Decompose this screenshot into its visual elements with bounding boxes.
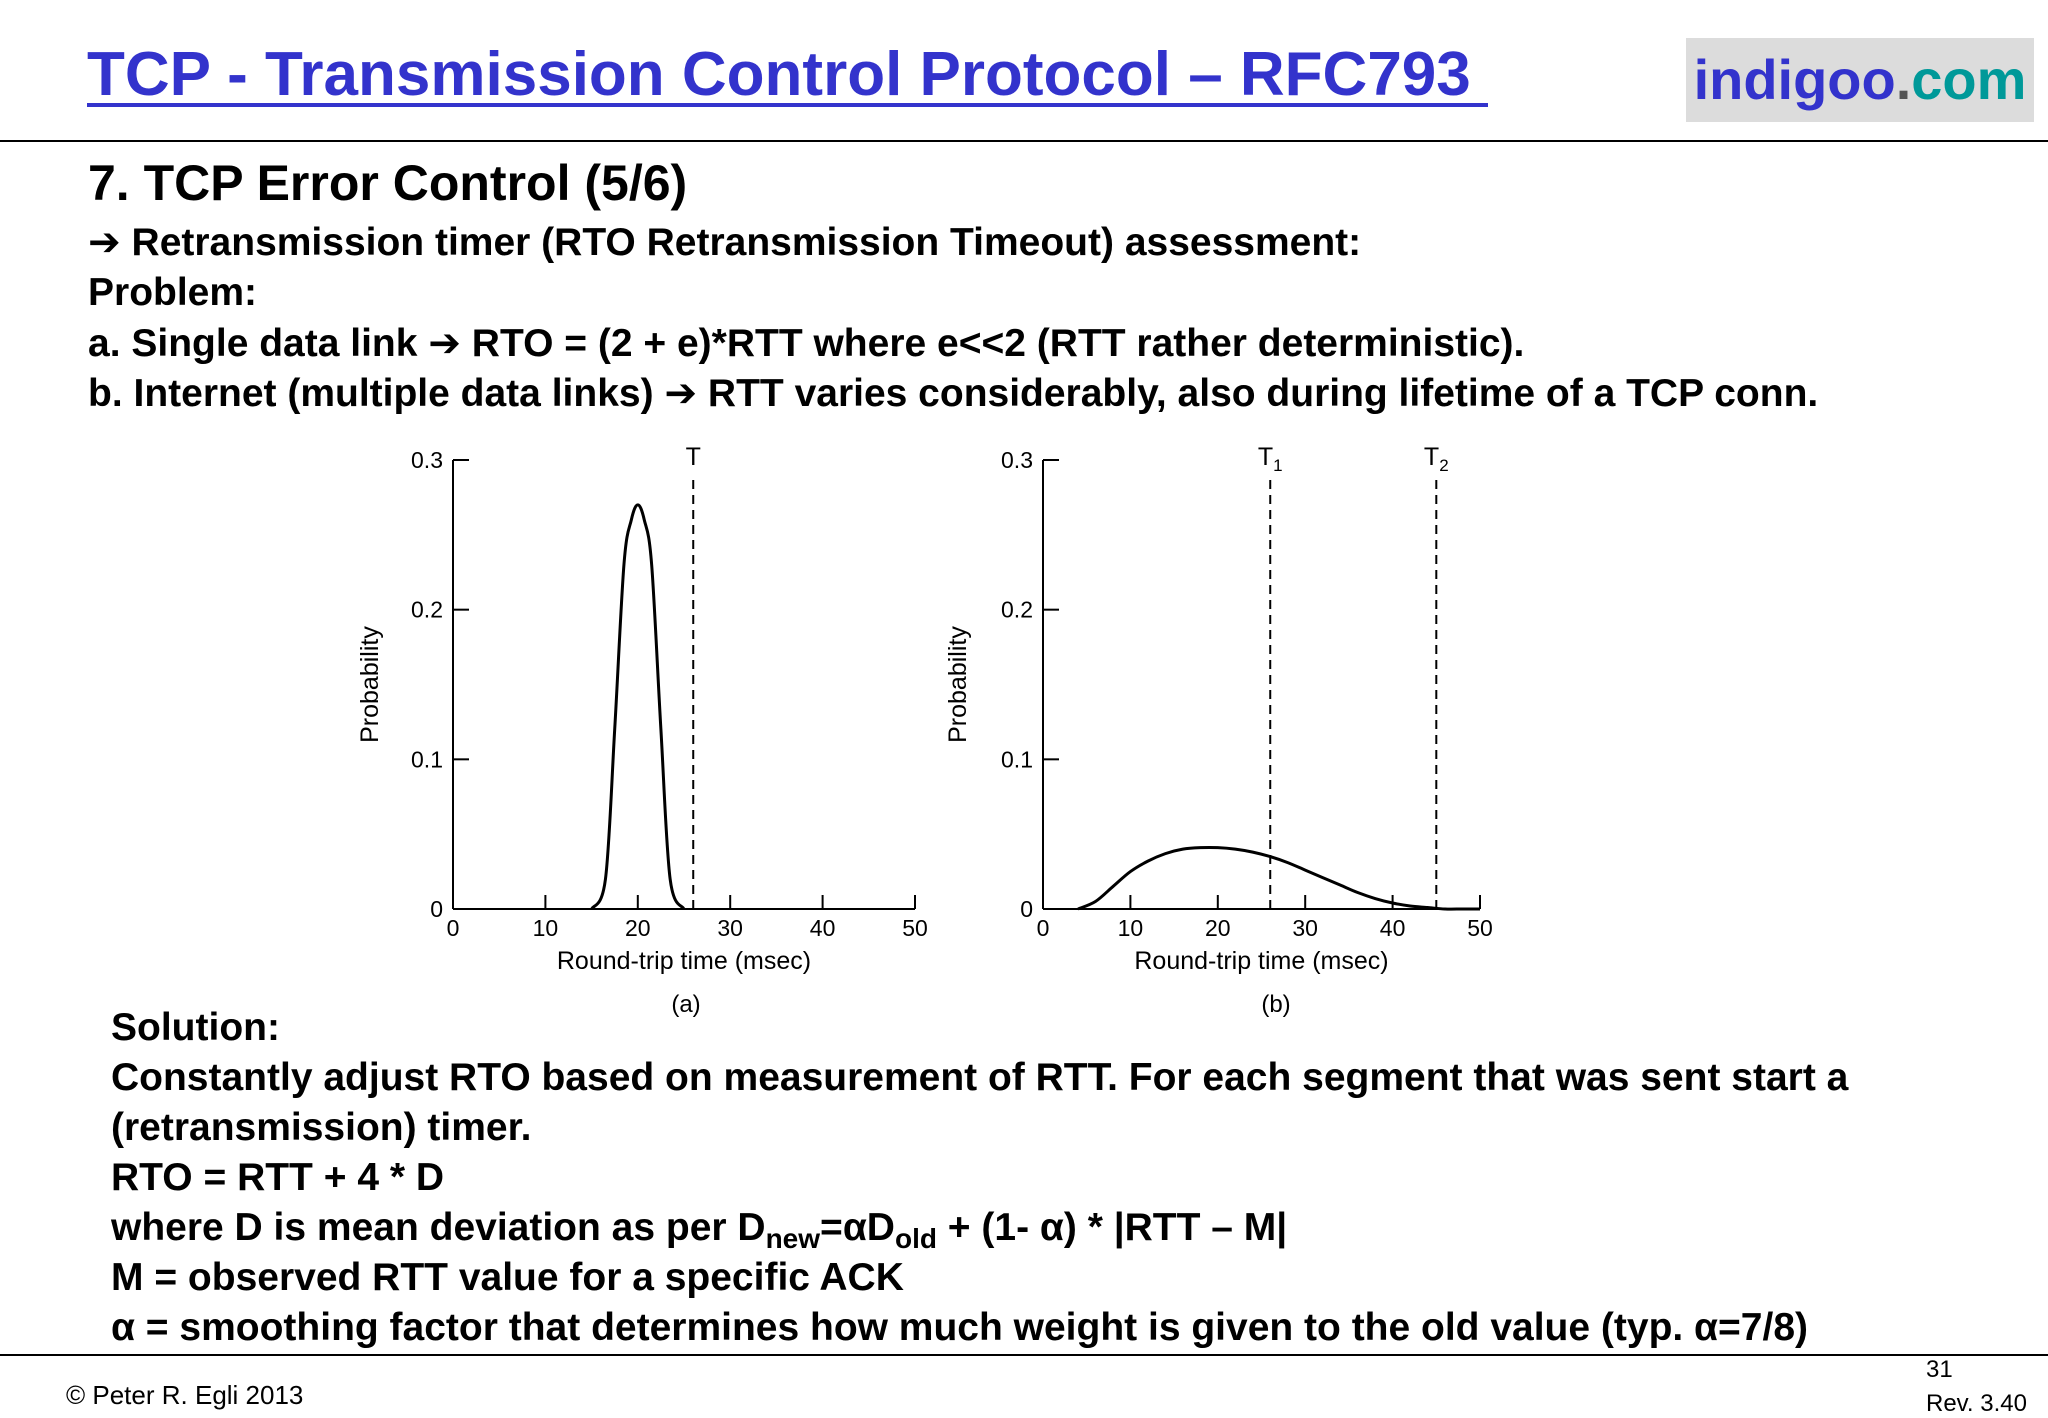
threshold-marker-label: $T_1$: [1257, 443, 1283, 475]
solution-line-2: (retransmission) timer.: [111, 1106, 532, 1149]
threshold-marker-label: $T_2$: [1423, 443, 1449, 475]
threshold-marker-label: T: [685, 443, 701, 471]
y-tick-label: 0: [430, 896, 443, 922]
y-axis-label: Probability: [944, 626, 972, 743]
formula-mid: =αD: [820, 1206, 895, 1249]
solution-line-5: M = observed RTT value for a specific ACK: [111, 1256, 904, 1299]
y-tick-label: 0.1: [1001, 746, 1033, 773]
x-tick-label: 10: [532, 915, 559, 941]
formula-pre: where D is mean deviation as per D: [111, 1206, 766, 1249]
arrow-icon: ➔: [88, 220, 121, 265]
solution-line-6: α = smoothing factor that determines how much weight is given to the old value (typ. α=7/8): [111, 1306, 1809, 1349]
threshold-marker-subscript: 1: [1273, 456, 1283, 475]
chart-1: [356, 443, 928, 1018]
solution-label: Solution:: [111, 1006, 280, 1049]
page-title: TCP - Transmission Control Protocol – RFC793: [87, 40, 1488, 109]
formula-sub-old: old: [894, 1223, 937, 1254]
problem-item-b-post: RTT varies considerably, also during lifetime of a TCP conn.: [697, 372, 1819, 415]
y-tick-label: 0.2: [1001, 596, 1033, 623]
x-tick-label: 20: [625, 915, 651, 941]
arrow-icon: ➔: [664, 371, 698, 416]
y-tick-label: 0.3: [1001, 447, 1033, 473]
x-tick-label: 30: [717, 915, 743, 941]
revision-label: Rev. 3.40: [1926, 1390, 2027, 1417]
chart-caption: (a): [671, 991, 701, 1018]
y-tick-label: 0.3: [411, 447, 443, 473]
problem-item-a-pre: a. Single data link: [88, 322, 429, 365]
problem-item-a-post: RTO = (2 + e)*RTT where e<<2 (RTT rather deterministic).: [460, 322, 1525, 365]
series-curve: [1078, 847, 1480, 909]
series-curve: [592, 505, 684, 909]
arrow-icon: ➔: [428, 321, 461, 366]
chart-2: [944, 443, 1493, 1018]
x-axis-label: Round-trip time (msec): [1134, 947, 1389, 975]
page-number: 31: [1926, 1356, 1953, 1383]
footer-copyright: © Peter R. Egli 2013: [66, 1380, 304, 1410]
y-tick-label: 0: [1020, 896, 1033, 922]
brand-logo-dot: .: [1895, 48, 1912, 111]
x-axis-label: Round-trip time (msec): [556, 947, 812, 975]
brand-logo-part1: indigoo: [1693, 48, 1896, 111]
x-tick-label: 40: [809, 915, 836, 941]
section-title: 7. TCP Error Control (5/6): [88, 155, 688, 211]
assessment-text: Retransmission timer (RTO Retransmission Timeout) assessment:: [131, 221, 1362, 264]
x-tick-label: 0: [446, 915, 460, 941]
footer-divider: [0, 1354, 2048, 1356]
threshold-marker-subscript: 2: [1439, 456, 1449, 475]
chart-caption: (b): [1261, 991, 1291, 1018]
formula-post: + (1- α) * |RTT – M|: [936, 1206, 1288, 1249]
solution-line-4: [111, 1206, 1288, 1254]
x-tick-label: 30: [1292, 915, 1318, 941]
brand-logo-part2: com: [1911, 48, 2027, 111]
solution-line-3: RTO = RTT + 4 * D: [111, 1156, 445, 1199]
problem-label: Problem:: [88, 271, 258, 314]
x-tick-label: 40: [1379, 915, 1406, 941]
x-tick-label: 50: [902, 915, 928, 941]
y-tick-label: 0.1: [411, 746, 443, 773]
y-tick-label: 0.2: [411, 596, 443, 623]
y-axis-label: Probability: [356, 626, 384, 743]
formula-sub-new: new: [765, 1223, 821, 1254]
x-tick-label: 0: [1036, 915, 1050, 941]
x-tick-label: 20: [1205, 915, 1231, 941]
solution-line-1: Constantly adjust RTO based on measurement of RTT. For each segment that was sent start a: [111, 1056, 1849, 1099]
problem-item-b-pre: b. Internet (multiple data links): [88, 372, 665, 415]
x-tick-label: 10: [1117, 915, 1144, 941]
x-tick-label: 50: [1467, 915, 1493, 941]
